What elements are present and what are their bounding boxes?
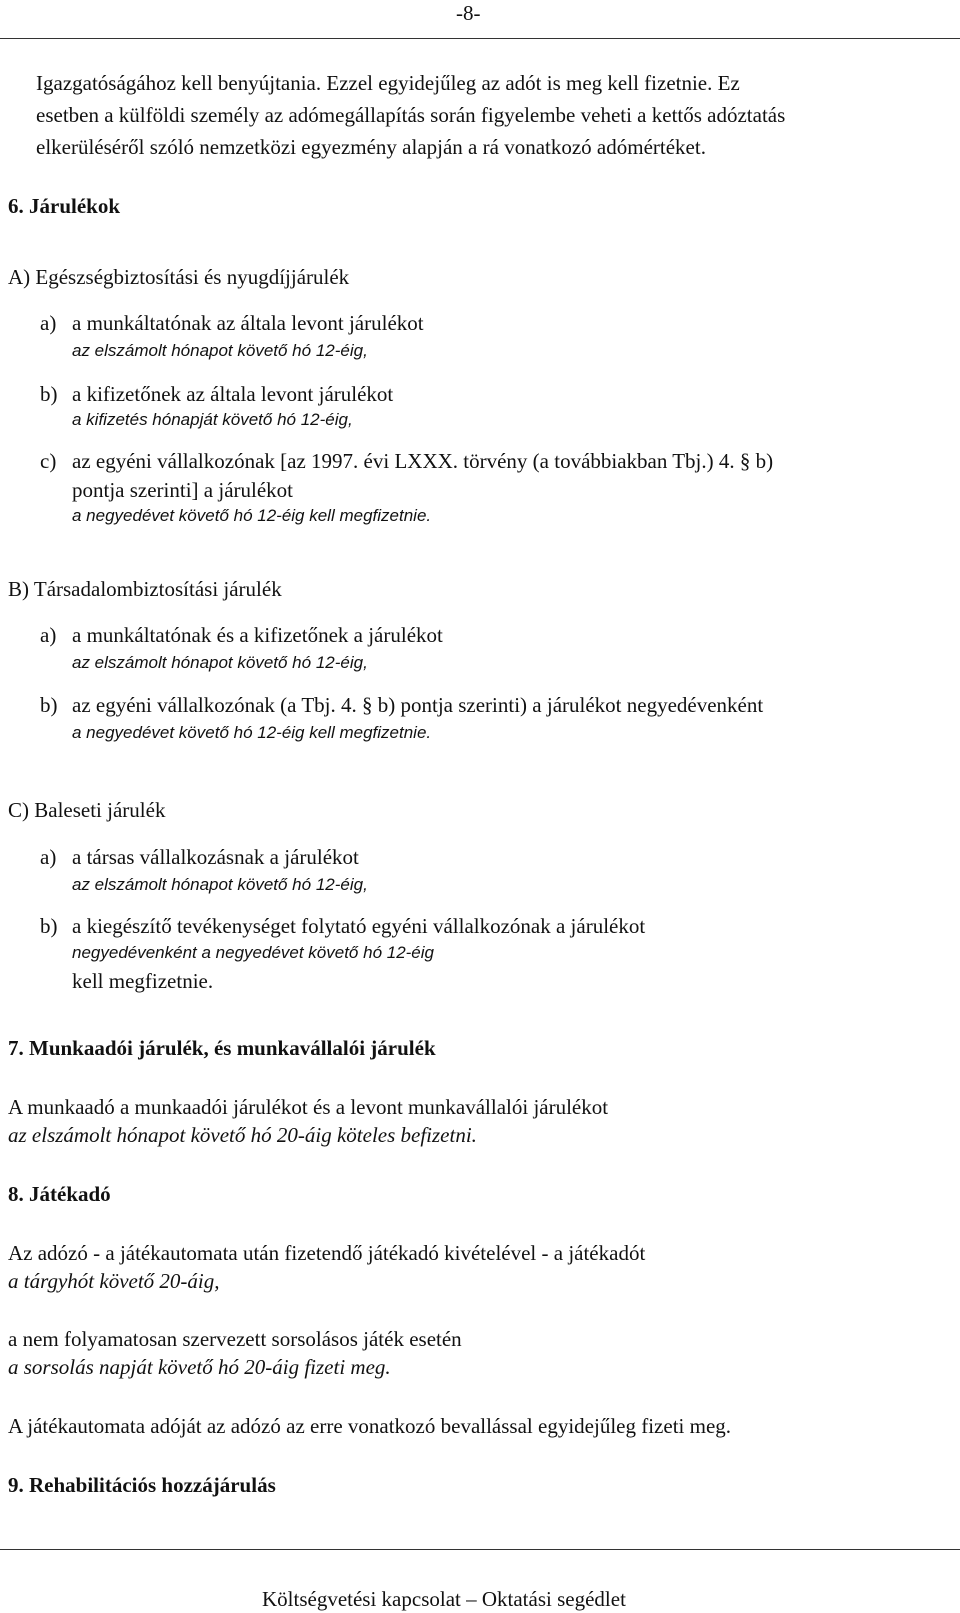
s6-a-b-due: a kifizetés hónapját követő hó 12-éig, — [72, 410, 353, 429]
s6-a-b-label: b) — [40, 382, 58, 406]
intro-line-3: elkerüléséről szóló nemzetközi egyezmény alapján a rá vonatkozó adómértéket. — [36, 135, 706, 159]
s6-b-title: B) Társadalombiztosítási járulék — [8, 577, 282, 601]
header-rule — [0, 38, 960, 39]
s6-b-a-text: a munkáltatónak és a kifizetőnek a járulékot — [72, 623, 443, 647]
s6-a-c-text-2: pontja szerinti] a járulékot — [72, 478, 294, 502]
page-number: -8- — [456, 1, 481, 25]
s8-p2-line-1: a nem folyamatosan szervezett sorsolásos játék esetén — [8, 1327, 462, 1351]
s6-b-a-label: a) — [40, 623, 57, 647]
s6-c-a-label: a) — [40, 845, 57, 869]
s6-a-a-due: az elszámolt hónapot követő hó 12-éig, — [72, 341, 368, 360]
section-9-heading: 9. Rehabilitációs hozzájárulás — [8, 1473, 276, 1497]
footer-rule — [0, 1549, 960, 1550]
s6-a-c-text-1: az egyéni vállalkozónak [az 1997. évi LXXX. törvény (a továbbiakban Tbj.) 4. § b) — [72, 449, 774, 473]
intro-line-1: Igazgatóságához kell benyújtania. Ezzel egyidejűleg az adót is meg kell fizetnie. Ez — [36, 71, 740, 95]
s8-p1-line-2: a tárgyhót követő 20-áig, — [8, 1269, 220, 1293]
s6-b-b-text: az egyéni vállalkozónak (a Tbj. 4. § b) pontja szerinti) a járulékot negyedévenként — [72, 693, 764, 717]
section-7-heading: 7. Munkaadói járulék, és munkavállalói járulék — [8, 1036, 436, 1060]
s6-c-a-text: a társas vállalkozásnak a járulékot — [72, 845, 359, 869]
s6-c-b-label: b) — [40, 914, 58, 938]
s6-c-b-text: a kiegészítő tevékenységet folytató egyéni vállalkozónak a járulékot — [72, 914, 646, 938]
s6-a-b-text: a kifizetőnek az általa levont járulékot — [72, 382, 394, 406]
s6-a-c-label: c) — [40, 449, 57, 473]
section-6-heading: 6. Járulékok — [8, 194, 121, 218]
s6-a-title: A) Egészségbiztosítási és nyugdíjjárulék — [8, 265, 350, 289]
s6-c-a-due: az elszámolt hónapot követő hó 12-éig, — [72, 875, 368, 894]
s6-b-a-due: az elszámolt hónapot követő hó 12-éig, — [72, 653, 368, 672]
s6-a-a-text: a munkáltatónak az általa levont járulékot — [72, 311, 424, 335]
s6-c-b-due: negyedévenként a negyedévet követő hó 12-éig — [72, 943, 434, 962]
s6-b-b-label: b) — [40, 693, 58, 717]
s8-p2-line-2: a sorsolás napját követő hó 20-áig fizeti meg. — [8, 1355, 391, 1379]
s8-p3-line-1: A játékautomata adóját az adózó az erre vonatkozó bevallással egyidejűleg fizeti meg. — [8, 1414, 732, 1438]
s6-b-b-due: a negyedévet követő hó 12-éig kell megfizetnie. — [72, 723, 432, 742]
footer-text: Költségvetési kapcsolat – Oktatási segédlet — [262, 1587, 626, 1611]
intro-line-2: esetben a külföldi személy az adómegállapítás során figyelembe veheti a kettős adóztatás — [36, 103, 786, 127]
s7-line-1: A munkaadó a munkaadói járulékot és a levont munkavállalói járulékot — [8, 1095, 609, 1119]
s8-p1-line-1: Az adózó - a játékautomata után fizetendő játékadó kivételével - a játékadót — [8, 1241, 646, 1265]
s6-a-a-label: a) — [40, 311, 57, 335]
s6-a-c-due: a negyedévet követő hó 12-éig kell megfizetnie. — [72, 506, 432, 525]
s7-line-2: az elszámolt hónapot követő hó 20-áig köteles befizetni. — [8, 1123, 477, 1147]
s6-c-title: C) Baleseti járulék — [8, 798, 166, 822]
s6-c-b-tail: kell megfizetnie. — [72, 969, 214, 993]
section-8-heading: 8. Játékadó — [8, 1182, 111, 1206]
